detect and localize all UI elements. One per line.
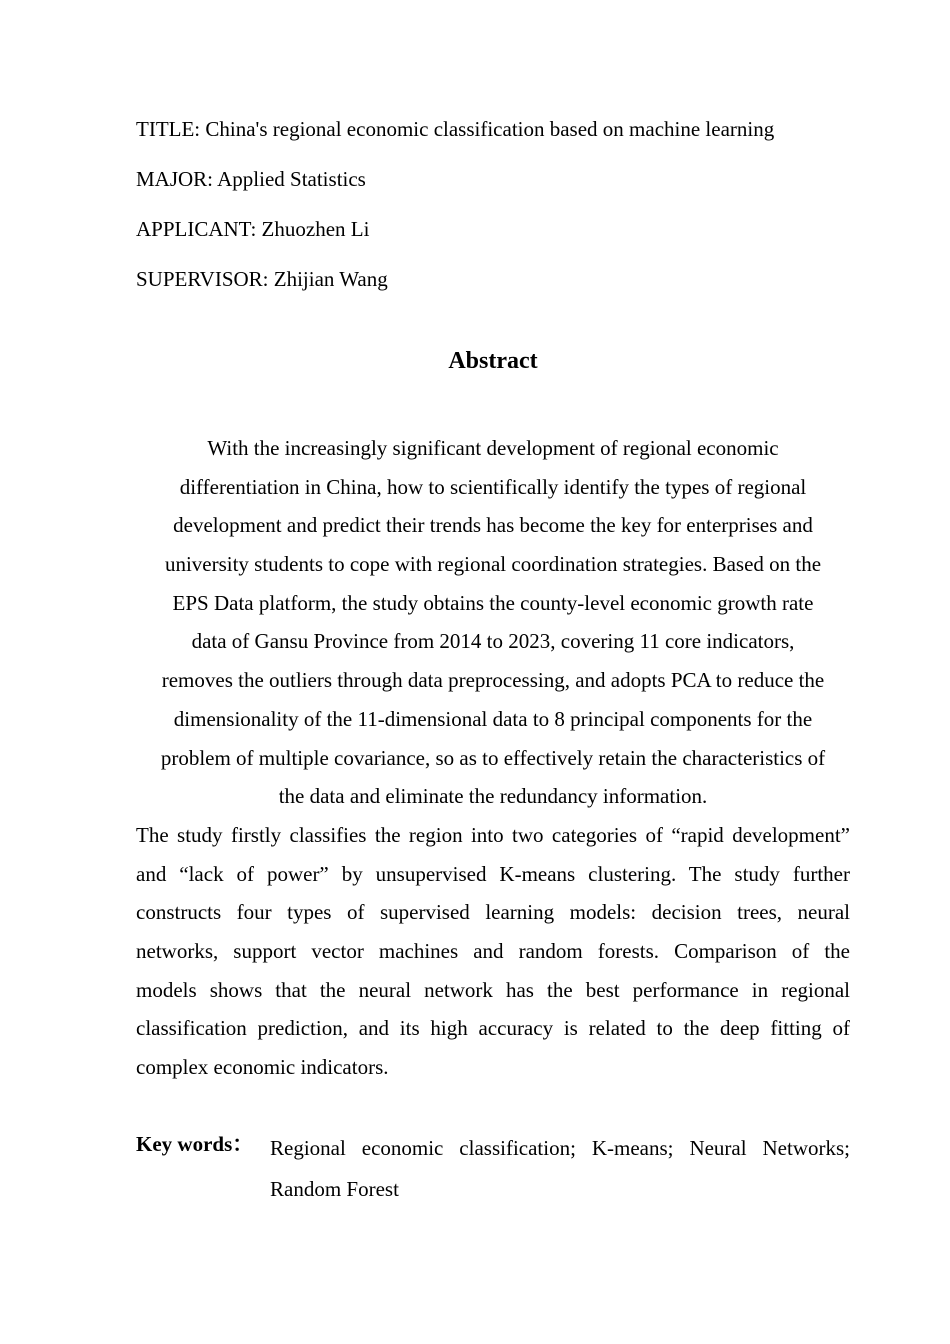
- keywords-line-1: Regional economic classification; K-means; Neural Networks;: [270, 1136, 850, 1160]
- text-line: dimensionality of the 11-dimensional data to 8 principal components for the: [173, 706, 813, 731]
- text-line: data of Gansu Province from 2014 to 2023, covering 11 core indicators,: [191, 629, 795, 654]
- supervisor: SUPERVISOR: Zhijian Wang: [136, 267, 388, 291]
- applicant: APPLICANT: Zhuozhen Li: [136, 217, 370, 241]
- keywords-label: Key words：: [136, 1132, 254, 1156]
- keywords-line-2: Random Forest: [270, 1177, 399, 1201]
- thesis-title: TITLE: China's regional economic classification based on machine learning: [136, 117, 775, 141]
- text-line: complex economic indicators.: [136, 1055, 389, 1080]
- text-line: the data and eliminate the redundancy information.: [278, 784, 708, 809]
- abstract-paragraph-2: [136, 816, 850, 1087]
- text-line: development and predict their trends has become the key for enterprises and: [173, 513, 813, 538]
- text-line: and “lack of power” by unsupervised K-means clustering. The study further: [136, 861, 850, 886]
- text-line: university students to cope with regional coordination strategies. Based on the: [164, 552, 822, 577]
- major: MAJOR: Applied Statistics: [136, 167, 366, 191]
- abstract-heading: Abstract: [448, 348, 538, 374]
- abstract-paragraph-1: [136, 429, 850, 816]
- text-line: problem of multiple covariance, so as to effectively retain the characteristics of: [160, 745, 826, 770]
- text-line: removes the outliers through data preprocessing, and adopts PCA to reduce the: [161, 668, 825, 693]
- text-line: EPS Data platform, the study obtains the county-level economic growth rate: [172, 590, 814, 615]
- text-line: differentiation in China, how to scientifically identify the types of regional: [179, 474, 807, 499]
- text-line: constructs four types of supervised learning models: decision trees, neural: [136, 900, 850, 925]
- text-line: networks, support vector machines and random forests. Comparison of the: [136, 939, 850, 964]
- text-line: With the increasingly significant development of regional economic: [207, 436, 779, 460]
- text-line: models shows that the neural network has the best performance in regional: [136, 977, 850, 1002]
- text-line: classification prediction, and its high accuracy is related to the deep fitting of: [136, 1016, 850, 1041]
- text-line: The study firstly classifies the region into two categories of “rapid development”: [136, 823, 850, 847]
